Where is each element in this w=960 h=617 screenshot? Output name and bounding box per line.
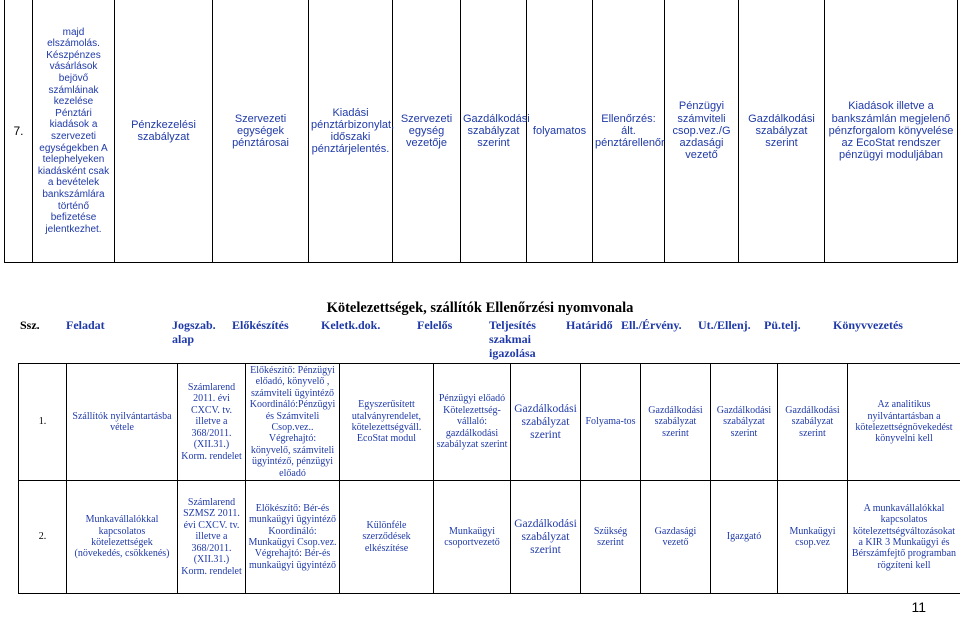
header-konyv: Könyvvezetés [833, 318, 903, 332]
table-cell: folyamatos [527, 0, 593, 263]
jogszab-cell: Számlarend 2011. évi CXCV. tv. illetve a 368/2011. (XII.31.) Korm. rendelet [178, 364, 246, 481]
felelos-cell: Munkaügyi csoportvezető [434, 481, 511, 594]
konyv-cell: Az analitikus nyilvántartásban a kötelezettségnövekedést könyvelni kell [848, 364, 960, 481]
ut-cell: Gazdálkodási szabályzat szerint [711, 364, 778, 481]
table-cell: Kiadási pénztárbizonylat, időszaki pénztárjelentés. [309, 0, 393, 263]
teljesites-cell: Gazdálkodási szabályzat szerint [511, 481, 581, 594]
header-keletk: Keletk.dok. [321, 318, 381, 332]
felelos-cell: Pénzügyi előadó Kötelezettség-vállaló: gazdálkodási szabályzat szerint [434, 364, 511, 481]
table-cell: Ellenőrzés: ált. pénztárellenőr [593, 0, 665, 263]
table-cell: majd elszámolás. Készpénzes vásárlások bejövő számláinak kezelése Pénztári kiadások a szervezeti egységekben A telephelyeken kiadásként csak a bevételek bankszámlára történő befizetése jelentkezhet. [33, 0, 115, 263]
table-cell: Pénzkezelési szabályzat [115, 0, 213, 263]
hatarido-cell: Szükség szerint [581, 481, 641, 594]
header-elokeszites: Előkészítés [232, 318, 289, 332]
header-jogszab: Jogszab. alap [172, 318, 216, 346]
ut-cell: Igazgató [711, 481, 778, 594]
header-feladat: Feladat [66, 318, 105, 332]
obligations-table [18, 363, 960, 594]
section-title: Kötelezettségek, szállítók Ellenőrzési nyomvonala [326, 300, 634, 316]
pu-cell: Gazdálkodási szabályzat szerint [778, 364, 848, 481]
table-cell: Szervezeti egységek pénztárosai [213, 0, 309, 263]
page-number: 11 [911, 599, 926, 615]
header-hatarido: Határidő [566, 318, 613, 332]
continued-table [4, 0, 958, 263]
table-cell: Pénzügyi számviteli csop.vez./G azdasági vezető [665, 0, 739, 263]
elokeszites-cell: Előkészítő: Pénzügyi előadó, könyvelő , számviteli ügyintéző Koordináló:Pénzügyi és Számviteli Csop.vez.. Végrehajtó: könyvelő, számviteli ügyintéző, pénzügyi előadó [246, 364, 340, 481]
row-number: 1. [19, 364, 67, 481]
header-pu: Pü.telj. [764, 318, 801, 332]
konyv-cell: A munkavállalókkal kapcsolatos kötelezettségváltozásokat a KIR 3 Munkaügyi és Bérszámfejtő programban rögzíteni kell [848, 481, 960, 594]
header-ut: Ut./Ellenj. [698, 318, 751, 332]
table-row [19, 481, 960, 594]
ell-cell: Gazdasági vezető [641, 481, 711, 594]
table-cell: Gazdálkodási szabályzat szerint [461, 0, 527, 263]
header-teljesites: Teljesítés szakmai igazolása [489, 318, 536, 360]
keletk-cell: Különféle szerződések elkészítése [340, 481, 434, 594]
feladat-cell: Munkavállalókkal kapcsolatos kötelezettségek (növekedés, csökkenés) [67, 481, 178, 594]
header-ell: Ell./Érvény. [621, 318, 682, 332]
teljesites-cell: Gazdálkodási szabályzat szerint [511, 364, 581, 481]
header-felelos: Felelős [417, 318, 453, 332]
table-row [19, 364, 960, 481]
feladat-cell: Szállítók nyilvántartásba vétele [67, 364, 178, 481]
table-cell: Kiadások illetve a bankszámlán megjelenő pénzforgalom könyvelése az EcoStat rendszer pénzügyi moduljában [825, 0, 958, 263]
keletk-cell: Egyszerűsített utalványrendelet, kötelezettségváll. EcoStat modul [340, 364, 434, 481]
table-cell: Gazdálkodási szabályzat szerint [739, 0, 825, 263]
elokeszites-cell: Előkészítő: Bér-és munkaügyi ügyintéző Koordináló: Munkaügyi Csop.vez. Végrehajtó: Bér-és munkaügyi ügyintéző [246, 481, 340, 594]
pu-cell: Munkaügyi csop.vez [778, 481, 848, 594]
hatarido-cell: Folyama-tos [581, 364, 641, 481]
row-number: 7. [5, 0, 33, 263]
ell-cell: Gazdálkodási szabályzat szerint [641, 364, 711, 481]
jogszab-cell: Számlarend SZMSZ 2011. évi CXCV. tv. illetve a 368/2011. (XII.31.) Korm. rendelet [178, 481, 246, 594]
header-ssz: Ssz. [20, 318, 40, 332]
row-number: 2. [19, 481, 67, 594]
table-cell: Szervezeti egység vezetője [393, 0, 461, 263]
table-row [5, 0, 958, 263]
